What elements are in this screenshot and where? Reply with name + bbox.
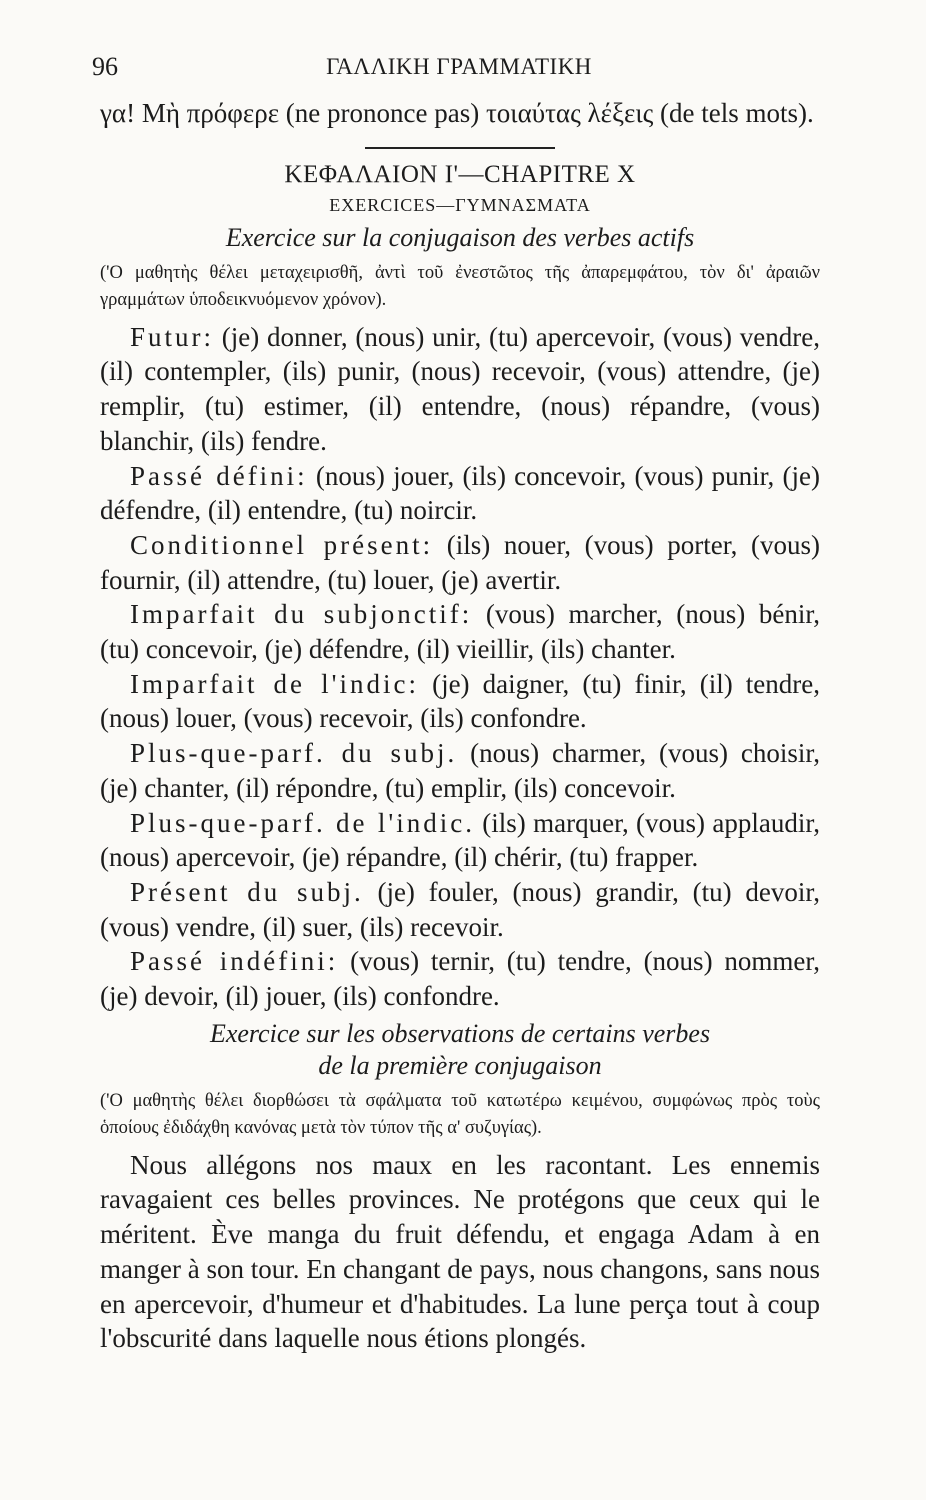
exercise1-instruction: ('Ο μαθητὴς θέλει μεταχειρισθῆ, ἀντὶ τοῦ ἐνεστῶτος τῆς ἀπαρεμφάτου, τὸν δι' ἀραιῶν γραμμάτων ὑποδεικνυόμενον χρόνον). (100, 262, 820, 310)
exercise-entry (100, 875, 820, 944)
exercise-entry (100, 320, 820, 459)
running-header (92, 52, 826, 86)
exercise-entry (100, 459, 820, 528)
exercise2-title-line1: Exercice sur les observations de certains verbes (209, 1018, 711, 1048)
opening-paragraph: γα! Μὴ πρόφερε (ne prononce pas) τοιαύτας λέξεις (de tels mots). (100, 98, 814, 128)
exercise2-instruction: ('Ο μαθητὴς θέλει διορθώσει τὰ σφάλματα τοῦ κατωτέρω κειμένου, συμφώνως πρὸς τοὺς ὁποίους ἐδιδάχθη κανόνας μετὰ τὸν τύπον τῆς α' συζυγίας). (100, 1090, 820, 1138)
tense-label: Passé indéfini: (130, 946, 339, 977)
exercise-entry (100, 528, 820, 597)
tense-label: Imparfait du subjonctif: (130, 599, 473, 630)
entry-text: (je) daigner, (tu) finir, (il) tendre, (nous) louer, (vous) recevoir, (ils) confondre. (100, 668, 820, 734)
tense-label: Futur: (130, 321, 215, 352)
exercise2-text: Nous allégons nos maux en les racontant. Les ennemis ravagaient ces belles provinces. Ne protégons que ceux qui le méritent. Ève manga du fruit défendu, et engaga Adam à en manger à son tour. En changant de pays, nous changons, sans nous en apercevoir, d'humeur et d'habitudes. La lune perça tout à coup l'obscurité dans laquelle nous étions plongés. (100, 1149, 820, 1354)
exercise2-title-line2: de la première conjugaison (318, 1050, 602, 1080)
tense-label: Présent du subj. (130, 876, 364, 907)
exercise1-title: Exercice sur la conjugaison des verbes actifs (225, 222, 695, 252)
entry-text: (nous) charmer, (vous) choisir, (je) chanter, (il) répondre, (tu) emplir, (ils) concevoir. (100, 738, 820, 803)
running-title: ΓΑΛΛΙΚΗ ΓΡΑΜΜΑΤΙΚΗ (326, 54, 592, 79)
entry-text: (ils) marquer, (vous) applaudir, (nous) apercevoir, (je) répandre, (il) chérir, (tu) frapper. (100, 807, 820, 873)
section-divider (365, 147, 555, 149)
exercise-entry (100, 597, 820, 666)
page-body (100, 96, 820, 1356)
entry-text: (je) donner, (nous) unir, (tu) apercevoir, (vous) vendre, (il) contempler, (ils) punir, (nous) recevoir, (vous) attendre, (je) remplir, (tu) estimer, (il) entendre, (nous) répandre, (vous) blanchir, (ils) fendre. (100, 321, 820, 456)
page-number: 96 (92, 52, 118, 81)
entry-text: (ils) nouer, (vous) porter, (vous) fournir, (il) attendre, (tu) louer, (je) avertir. (100, 529, 821, 595)
entry-text: (nous) jouer, (ils) concevoir, (vous) punir, (je) défendre, (il) entendre, (tu) noircir. (100, 460, 820, 526)
tense-label: Conditionnel présent: (130, 529, 434, 560)
exercise-entry (100, 667, 820, 736)
entry-text: (je) fouler, (nous) grandir, (tu) devoir, (vous) vendre, (il) suer, (ils) recevoir. (100, 876, 820, 942)
tense-label: Passé défini: (130, 460, 308, 491)
exercise-entry (100, 944, 820, 1013)
entry-text: (vous) ternir, (tu) tendre, (nous) nommer, (je) devoir, (il) jouer, (ils) confondre. (100, 946, 820, 1012)
tense-label: Plus-que-parf. du subj. (130, 738, 458, 769)
tense-label: Plus-que-parf. de l'indic. (130, 807, 475, 838)
exercise-entry (100, 736, 820, 805)
chapter-title: ΚΕΦΑΛΑΙΟΝ Ι'—CHAPITRE X (284, 160, 636, 188)
tense-label: Imparfait de l'indic: (130, 668, 419, 699)
exercise-entry (100, 806, 820, 875)
chapter-subtitle: EXERCICES—ΓΥΜΝΑΣΜΑΤΑ (329, 194, 591, 215)
entry-text: (vous) marcher, (nous) bénir, (tu) concevoir, (je) défendre, (il) vieillir, (ils) chanter. (100, 599, 821, 665)
